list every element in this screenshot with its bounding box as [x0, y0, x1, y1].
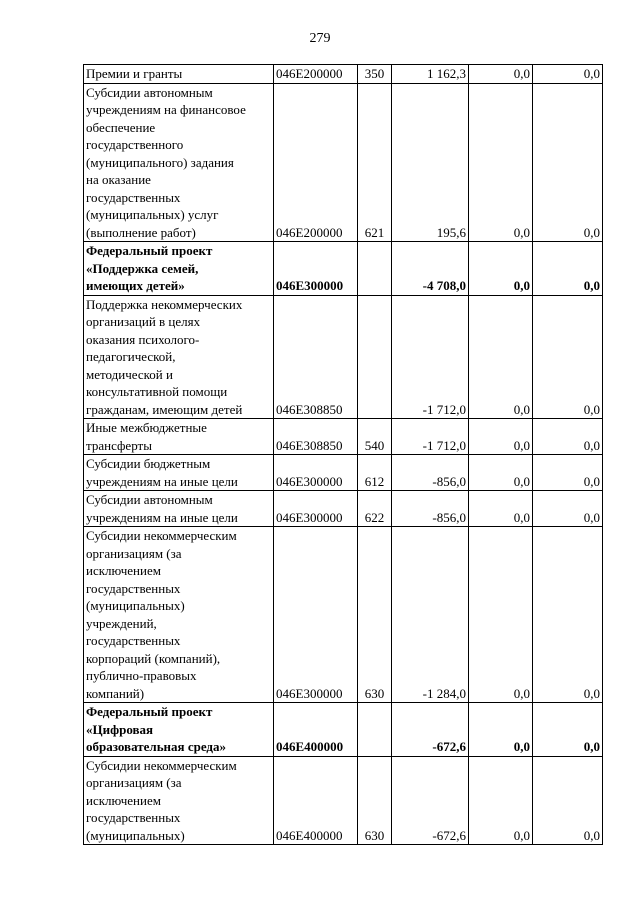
row-name-line: исключением [86, 792, 161, 808]
row-name [84, 83, 274, 242]
row-code: 046Е308850 [274, 295, 358, 419]
row-name-line: педагогической, [86, 349, 176, 364]
row-name-line: компаний) [86, 685, 145, 701]
table-row [84, 242, 603, 296]
table-row [84, 83, 603, 242]
row-code: 046Е300000 [274, 242, 358, 296]
row-sum-year2: 0,0 [469, 703, 533, 757]
row-sum: -856,0 [392, 455, 469, 491]
row-name-line: Субсидии автономным [86, 84, 213, 100]
row-sum-year3: 0,0 [533, 527, 603, 703]
row-name-line: учреждений, [86, 615, 157, 631]
row-name-line: Поддержка некоммерческих [86, 296, 243, 312]
row-name-line: (муниципальных) услуг [86, 207, 219, 222]
row-sum-year3: 0,0 [533, 242, 603, 296]
row-name [84, 455, 274, 491]
table-row [84, 491, 603, 527]
row-name-line: Субсидии автономным [86, 492, 213, 507]
row-name [84, 419, 274, 455]
row-expense-type: 621 [358, 83, 392, 242]
row-sum-year3: 0,0 [533, 83, 603, 242]
row-sum-year2: 0,0 [469, 83, 533, 242]
row-expense-type: 350 [358, 65, 392, 84]
row-name-line: гражданам, имеющим детей [86, 401, 243, 417]
row-name-line: государственных [86, 810, 181, 825]
row-name-line: Субсидии бюджетным [86, 456, 211, 471]
row-name-line: (муниципальных) [86, 827, 185, 843]
table-row [84, 65, 603, 84]
row-name-line: оказания психолого- [86, 331, 200, 347]
row-sum-year2: 0,0 [469, 756, 533, 845]
row-name-line: организациям (за [86, 545, 182, 561]
row-sum-year3: 0,0 [533, 295, 603, 419]
row-name-line: Премии и гранты [86, 66, 183, 81]
row-name-line: учреждениям на иные цели [86, 509, 238, 525]
row-sum-year3: 0,0 [533, 703, 603, 757]
row-name-line: публично-правовых [86, 668, 197, 683]
table-row [84, 455, 603, 491]
row-code: 046Е300000 [274, 455, 358, 491]
row-expense-type [358, 295, 392, 419]
budget-table-body [84, 65, 603, 845]
row-name-line: «Цифровая [86, 721, 154, 737]
row-name-line: организаций в целях [86, 314, 201, 329]
row-name [84, 242, 274, 296]
row-name-line: Иные межбюджетные [86, 420, 207, 435]
row-sum-year2: 0,0 [469, 65, 533, 84]
row-expense-type: 630 [358, 527, 392, 703]
row-code: 046Е400000 [274, 703, 358, 757]
row-name-line: имеющих детей» [86, 278, 185, 293]
row-name-line: организациям (за [86, 775, 182, 790]
page-number: 279 [309, 31, 331, 46]
row-sum-year3: 0,0 [533, 491, 603, 527]
row-name-line: государственных [86, 580, 181, 596]
row-name [84, 703, 274, 757]
row-sum: -1 712,0 [392, 419, 469, 455]
row-name-line: Субсидии некоммерческим [86, 757, 237, 773]
table-row [84, 756, 603, 845]
row-name-line: исключением [86, 563, 161, 578]
row-code: 046Е200000 [274, 65, 358, 84]
row-name [84, 491, 274, 527]
row-name-line: консультативной помощи [86, 384, 228, 399]
row-sum-year3: 0,0 [533, 65, 603, 84]
row-sum-year2: 0,0 [469, 242, 533, 296]
table-row [84, 295, 603, 419]
row-expense-type [358, 703, 392, 757]
table-row [84, 419, 603, 455]
row-sum-year3: 0,0 [533, 419, 603, 455]
budget-table [83, 64, 603, 845]
row-sum-year3: 0,0 [533, 455, 603, 491]
row-expense-type: 622 [358, 491, 392, 527]
row-name [84, 295, 274, 419]
row-name-line: образовательная среда» [86, 739, 227, 754]
row-name-line: корпораций (компаний), [86, 650, 221, 666]
row-expense-type: 630 [358, 756, 392, 845]
row-sum: -1 284,0 [392, 527, 469, 703]
row-sum: -856,0 [392, 491, 469, 527]
row-code: 046Е308850 [274, 419, 358, 455]
row-expense-type: 612 [358, 455, 392, 491]
row-name-line: Субсидии некоммерческим [86, 528, 237, 543]
table-row [84, 703, 603, 757]
row-code: 046Е300000 [274, 491, 358, 527]
row-name-line: государственных [86, 189, 181, 205]
row-code: 046Е300000 [274, 527, 358, 703]
row-code: 046Е400000 [274, 756, 358, 845]
row-name-line: методической и [86, 366, 173, 382]
row-sum-year2: 0,0 [469, 455, 533, 491]
row-sum: -4 708,0 [392, 242, 469, 296]
row-sum-year2: 0,0 [469, 527, 533, 703]
row-name-line: на оказание [86, 172, 151, 187]
row-expense-type [358, 242, 392, 296]
row-name-line: (муниципальных) [86, 598, 185, 613]
row-name-line: обеспечение [86, 119, 156, 135]
row-name-line: (выполнение работ) [86, 224, 196, 240]
row-name-line: (муниципального) задания [86, 154, 234, 170]
row-sum: 195,6 [392, 83, 469, 242]
row-name-line: государственных [86, 633, 181, 648]
row-sum: 1 162,3 [392, 65, 469, 84]
row-code: 046Е200000 [274, 83, 358, 242]
row-sum-year2: 0,0 [469, 491, 533, 527]
row-name-line: «Поддержка семей, [86, 260, 199, 276]
row-name-line: государственного [86, 137, 184, 152]
table-row [84, 527, 603, 703]
row-sum: -672,6 [392, 756, 469, 845]
row-name [84, 756, 274, 845]
row-sum-year3: 0,0 [533, 756, 603, 845]
row-sum-year2: 0,0 [469, 295, 533, 419]
row-name-line: учреждениям на финансовое [86, 102, 246, 117]
row-sum: -672,6 [392, 703, 469, 757]
row-expense-type: 540 [358, 419, 392, 455]
row-sum-year2: 0,0 [469, 419, 533, 455]
row-name-line: трансферты [86, 437, 152, 453]
row-name [84, 65, 274, 84]
row-name [84, 527, 274, 703]
row-name-line: Федеральный проект [86, 243, 213, 258]
row-sum: -1 712,0 [392, 295, 469, 419]
row-name-line: Федеральный проект [86, 704, 213, 719]
row-name-line: учреждениям на иные цели [86, 473, 238, 489]
